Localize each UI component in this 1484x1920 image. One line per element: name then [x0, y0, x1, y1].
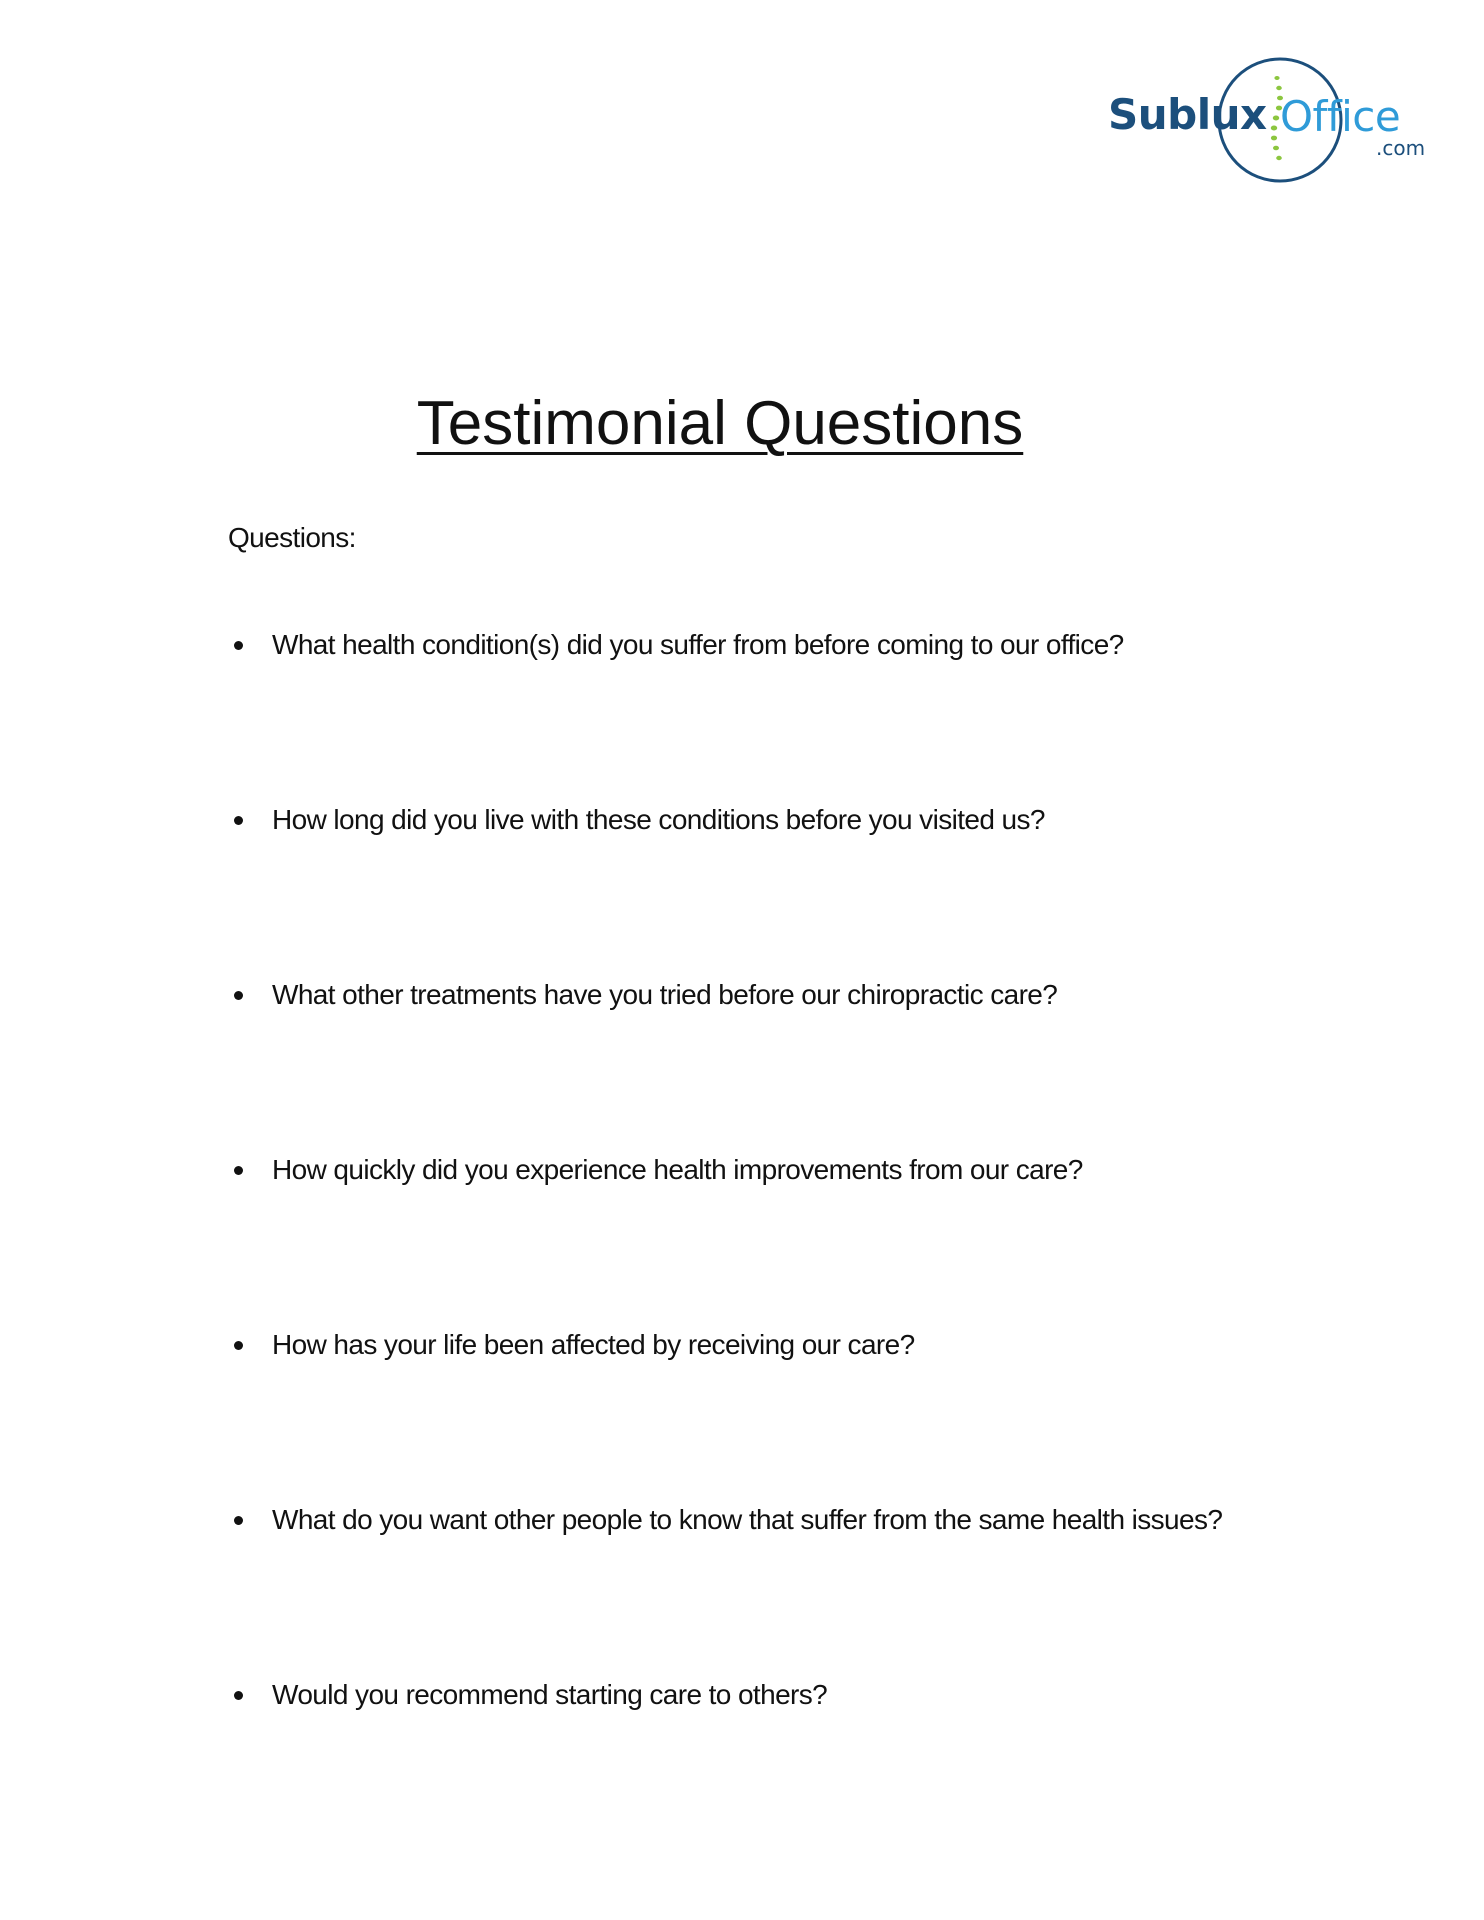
- bullet-icon: [234, 641, 243, 650]
- questions-intro-label: Questions:: [228, 522, 356, 553]
- bullet-icon: [234, 1166, 243, 1175]
- question-text: What health condition(s) did you suffer from before coming to our office?: [272, 629, 1124, 660]
- logo-text-dotcom: .com: [1376, 136, 1426, 160]
- bullet-icon: [234, 1691, 243, 1700]
- list-item: [228, 1678, 1388, 1853]
- sublux-office-logo: [1108, 56, 1438, 184]
- list-item: [228, 1328, 1388, 1503]
- bullet-icon: [234, 816, 243, 825]
- list-item: [228, 1503, 1388, 1678]
- logo-text-office: Office: [1280, 92, 1401, 141]
- document-title: [0, 388, 1440, 459]
- question-text: How has your life been affected by receiving our care?: [272, 1329, 915, 1360]
- bullet-icon: [234, 991, 243, 1000]
- question-text: How long did you live with these conditions before you visited us?: [272, 804, 1045, 835]
- question-text: What do you want other people to know that suffer from the same health issues?: [272, 1504, 1223, 1535]
- list-item: [228, 803, 1388, 978]
- question-list: [228, 628, 1388, 1853]
- question-text: What other treatments have you tried before our chiropractic care?: [272, 979, 1058, 1010]
- list-item: [228, 628, 1388, 803]
- logo-text-sublux: Sublux: [1108, 90, 1267, 139]
- list-item: [228, 978, 1388, 1153]
- list-item: [228, 1153, 1388, 1328]
- bullet-icon: [234, 1516, 243, 1525]
- document-title-text: Testimonial Questions: [416, 389, 1024, 458]
- question-text: How quickly did you experience health improvements from our care?: [272, 1154, 1083, 1185]
- bullet-icon: [234, 1341, 243, 1350]
- question-text: Would you recommend starting care to others?: [272, 1679, 828, 1710]
